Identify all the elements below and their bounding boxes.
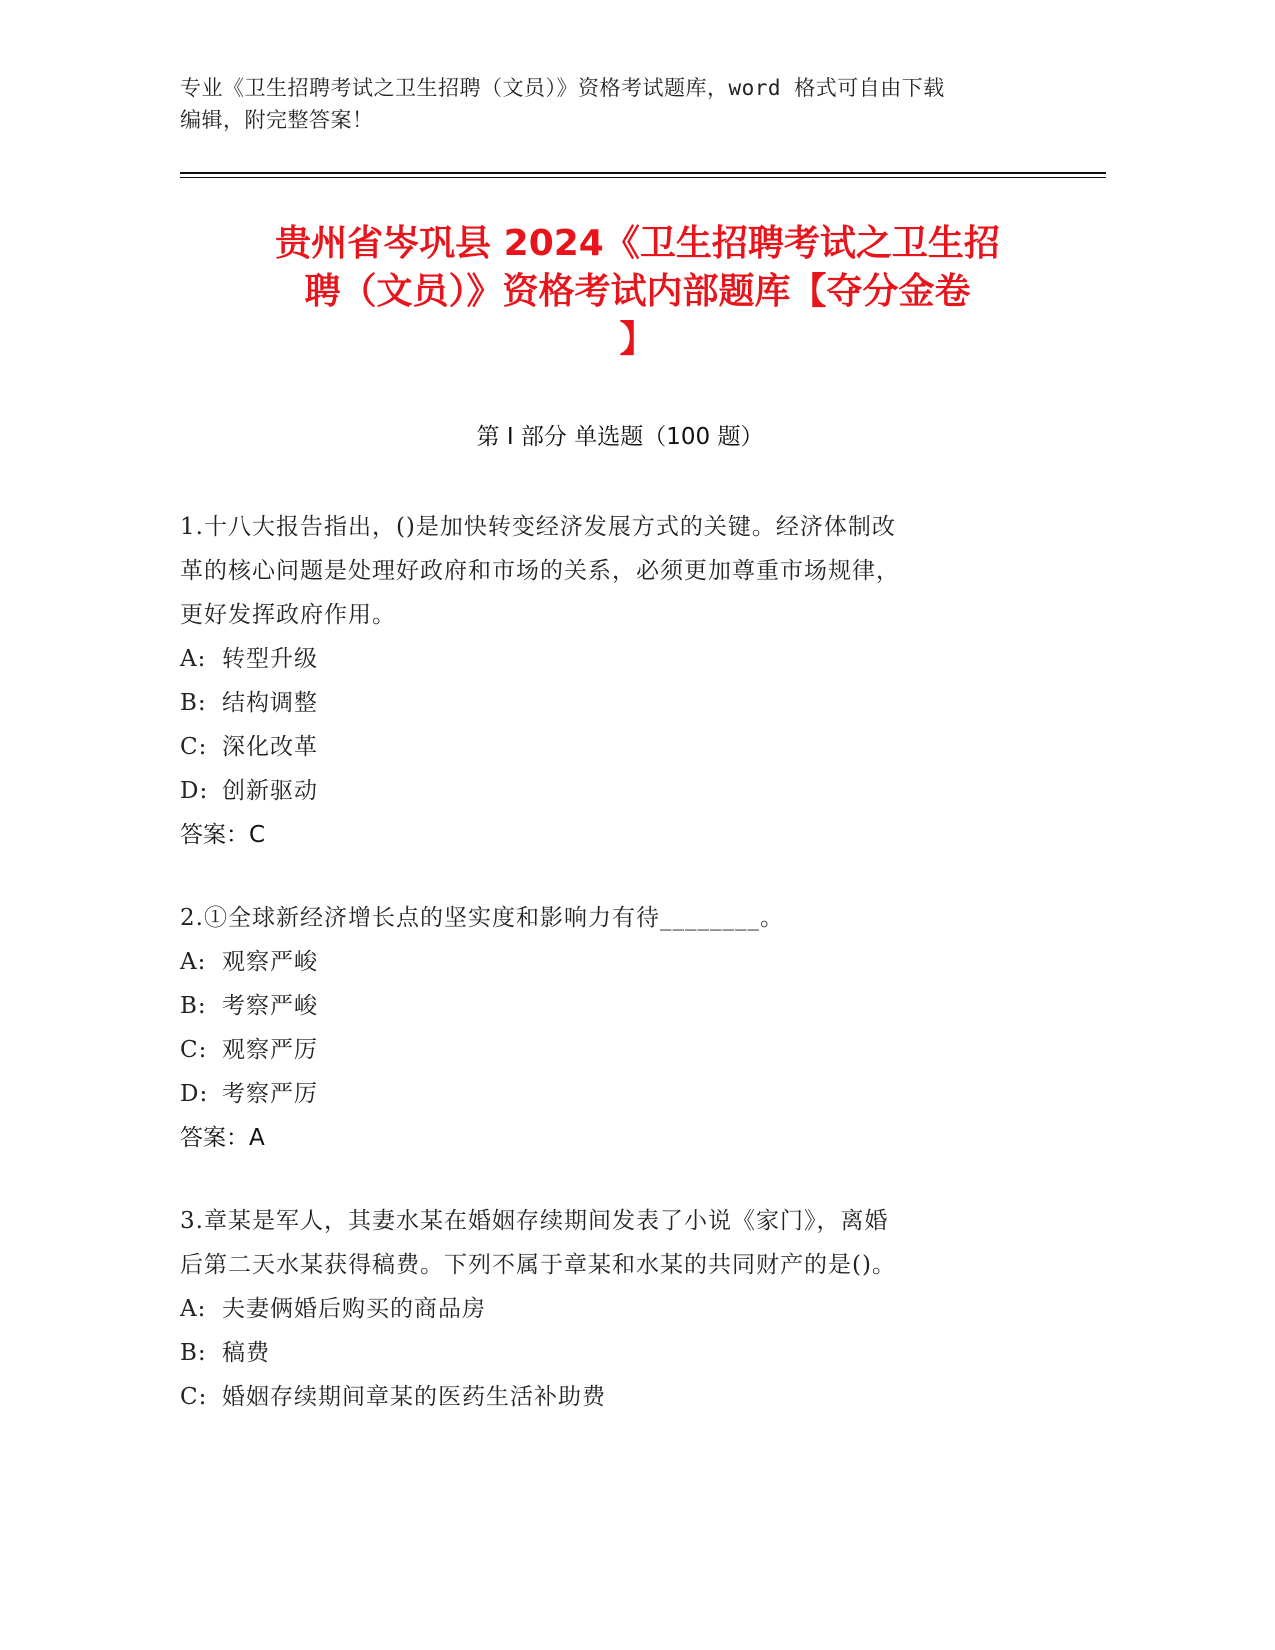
header-note-line: 专业《卫生招聘考试之卫生招聘（文员）》资格考试题库，word 格式可自由下载 (180, 76, 945, 100)
option-letter: C: (180, 1384, 208, 1410)
option-text: 夫妻俩婚后购买的商品房 (222, 1296, 486, 1322)
question-stem-line: 3.章某是军人，其妻水某在婚姻存续期间发表了小说《家门》，离婚 (180, 1208, 889, 1234)
question-stem (180, 896, 1080, 940)
option-b (180, 1331, 1080, 1375)
option-a (180, 940, 1080, 984)
option-letter: C: (180, 734, 208, 760)
option-c (180, 1028, 1080, 1072)
option-c (180, 725, 1080, 769)
document-title-line: 贵州省岑巩县 2024《卫生招聘考试之卫生招 (275, 223, 1000, 264)
option-letter: D: (180, 1081, 209, 1107)
option-text: 考察严厉 (222, 1081, 318, 1107)
option-text: 观察严厉 (222, 1037, 318, 1063)
document-title (170, 220, 1105, 364)
option-letter: B: (180, 993, 207, 1019)
option-letter: B: (180, 690, 207, 716)
option-letter: A: (180, 1296, 207, 1322)
answer-line: 答案：A (180, 1125, 265, 1151)
answer-line: 答案：C (180, 822, 266, 848)
option-b (180, 681, 1080, 725)
question-list (180, 505, 1080, 1458)
option-letter: A: (180, 949, 207, 975)
option-letter: C: (180, 1037, 208, 1063)
option-text: 创新驱动 (222, 778, 318, 804)
option-text: 转型升级 (222, 646, 318, 672)
question-item (180, 505, 1080, 857)
option-text: 婚姻存续期间章某的医药生活补助费 (222, 1384, 606, 1410)
question-item (180, 896, 1080, 1160)
option-text: 结构调整 (222, 690, 318, 716)
section-title: 第 I 部分 单选题（100 题） (476, 424, 764, 450)
header-divider-thick (180, 172, 1106, 174)
header-note (180, 72, 1060, 136)
option-a (180, 1287, 1080, 1331)
header-divider-thin (180, 177, 1106, 178)
option-letter: B: (180, 1340, 207, 1366)
question-stem-line: 后第二天水某获得稿费。下列不属于章某和水某的共同财产的是()。 (180, 1252, 896, 1278)
question-stem-line: 更好发挥政府作用。 (180, 602, 396, 628)
option-text: 观察严峻 (222, 949, 318, 975)
document-title-line: 聘（文员）》资格考试内部题库【夺分金卷 (304, 271, 971, 312)
option-text: 稿费 (222, 1340, 270, 1366)
question-stem (180, 1199, 1080, 1287)
question-item (180, 1199, 1080, 1419)
question-stem-line: 2.①全球新经济增长点的坚实度和影响力有待________。 (180, 905, 784, 931)
option-letter: A: (180, 646, 207, 672)
option-b (180, 984, 1080, 1028)
option-a (180, 637, 1080, 681)
option-d (180, 1072, 1080, 1116)
option-d (180, 769, 1080, 813)
question-stem-line: 1.十八大报告指出，()是加快转变经济发展方式的关键。经济体制改 (180, 514, 896, 540)
option-c (180, 1375, 1080, 1419)
document-title-line: 】 (619, 319, 656, 360)
question-stem (180, 505, 1080, 637)
option-text: 深化改革 (222, 734, 318, 760)
header-note-line: 编辑，附完整答案！ (180, 108, 374, 132)
option-letter: D: (180, 778, 209, 804)
question-stem-line: 革的核心问题是处理好政府和市场的关系，必须更加尊重市场规律， (180, 558, 900, 584)
option-text: 考察严峻 (222, 993, 318, 1019)
